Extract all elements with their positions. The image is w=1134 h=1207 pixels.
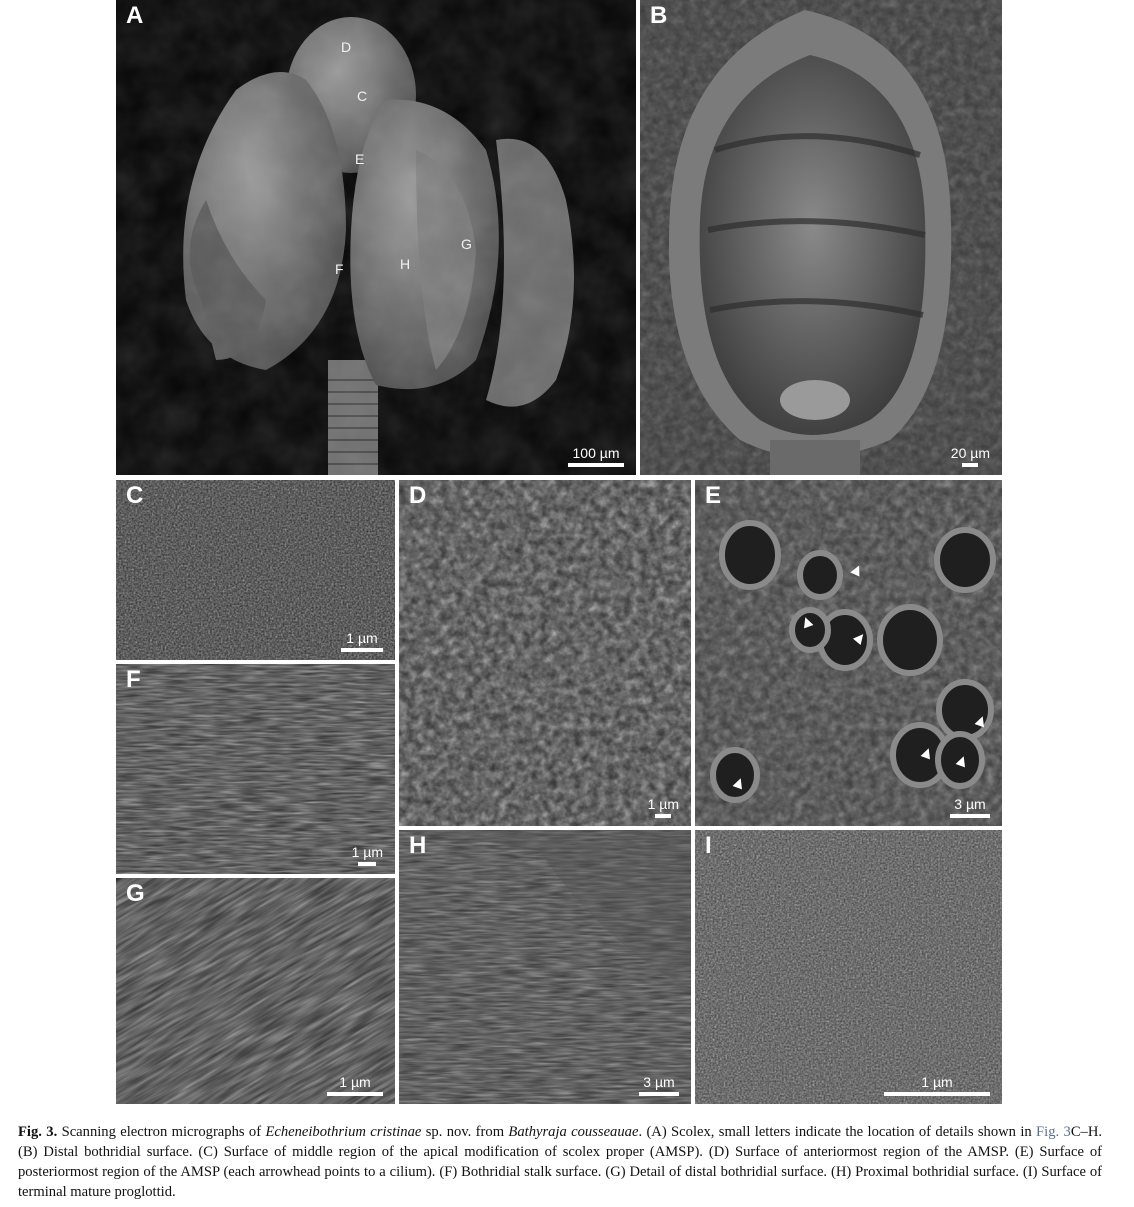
figure-reference-link[interactable]: Fig. 3 bbox=[1036, 1124, 1071, 1140]
panel-e-scale-bar bbox=[950, 796, 990, 818]
panel-e-label: E bbox=[705, 482, 722, 509]
marker-e: E bbox=[355, 151, 365, 167]
panel-d-scale-line bbox=[655, 814, 671, 818]
panel-a-scale-label: 100 µm bbox=[572, 445, 620, 461]
caption-species: Echeneibothrium cristinae bbox=[265, 1124, 422, 1140]
panel-h-scale-label: 3 µm bbox=[643, 1074, 675, 1090]
marker-d: D bbox=[341, 39, 352, 55]
panel-b-scale-line bbox=[962, 463, 978, 467]
panel-h-texture bbox=[399, 830, 691, 1104]
panel-i bbox=[695, 830, 1002, 1104]
caption-host: Bathyraja cousseauae bbox=[508, 1124, 639, 1140]
panel-i-label: I bbox=[705, 832, 712, 859]
panel-b-bothridium-image bbox=[640, 0, 1002, 475]
panel-c-scale-line bbox=[341, 648, 383, 652]
panel-a-label: A bbox=[126, 2, 144, 29]
panel-e bbox=[695, 480, 1002, 826]
panel-b-scale-label: 20 µm bbox=[950, 445, 990, 461]
panel-i-scale-bar bbox=[884, 1074, 990, 1096]
caption-text-2: sp. nov. from bbox=[421, 1124, 509, 1140]
panel-d-scale-label: 1 µm bbox=[647, 796, 679, 812]
panel-e-scale-label: 3 µm bbox=[954, 796, 986, 812]
marker-c: C bbox=[357, 88, 368, 104]
panel-f-scale-label: 1 µm bbox=[351, 844, 383, 860]
marker-h: H bbox=[400, 256, 411, 272]
panel-e-texture bbox=[695, 480, 1002, 826]
caption-text-1: Scanning electron micrographs of bbox=[57, 1124, 266, 1140]
panel-a-scale-line bbox=[568, 463, 624, 467]
panel-b bbox=[640, 0, 1002, 475]
panel-f-texture bbox=[116, 664, 395, 874]
figure-caption bbox=[18, 1122, 1102, 1202]
panel-g-scale-label: 1 µm bbox=[339, 1074, 371, 1090]
panel-a-scolex-image bbox=[116, 0, 636, 475]
caption-text-3: . (A) Scolex, small letters indicate the location of details shown in bbox=[638, 1124, 1037, 1140]
marker-f: F bbox=[335, 261, 344, 277]
panel-f-scale-line bbox=[358, 862, 376, 866]
panel-i-scale-line bbox=[884, 1092, 990, 1096]
panel-d bbox=[399, 480, 691, 826]
panel-b-label: B bbox=[650, 2, 668, 29]
panel-a bbox=[116, 0, 636, 475]
panel-h-label: H bbox=[409, 832, 427, 859]
panel-d-texture bbox=[399, 480, 691, 826]
panel-c-scale-label: 1 µm bbox=[346, 630, 378, 646]
panel-c bbox=[116, 480, 395, 660]
marker-g: G bbox=[461, 236, 472, 252]
panel-h-scale-bar bbox=[639, 1074, 679, 1096]
caption-text-4: C–H. (B) Distal bothridial surface. (C) Surface of middle region of the apical modification of scolex proper (AMSP). (D) Surface of anteriormost region of the AMSP. (E) Surface of posteriormost region of the AMSP (each arrowhead points to a cilium). (F) Bothridial stalk surface. (G) Detail of distal bothridial surface. (H) Proximal bothridial surface. (I) Surface of terminal mature proglottid. bbox=[18, 1124, 1103, 1200]
panel-a-scale-bar bbox=[568, 445, 624, 467]
panel-c-label: C bbox=[126, 482, 144, 509]
panel-c-scale-bar bbox=[341, 630, 383, 652]
figure-label: Fig. 3. bbox=[18, 1124, 58, 1140]
panel-g bbox=[116, 878, 395, 1104]
panel-g-scale-bar bbox=[327, 1074, 383, 1096]
panel-f bbox=[116, 664, 395, 874]
panel-g-label: G bbox=[126, 880, 145, 907]
panel-h bbox=[399, 830, 691, 1104]
panel-b-scale-bar bbox=[951, 445, 990, 467]
panel-h-scale-line bbox=[639, 1092, 679, 1096]
panel-i-texture bbox=[695, 830, 1002, 1104]
panel-f-scale-bar bbox=[352, 844, 383, 866]
panel-e-scale-line bbox=[950, 814, 990, 818]
panel-d-label: D bbox=[409, 482, 427, 509]
panel-i-scale-label: 1 µm bbox=[921, 1074, 953, 1090]
panel-g-texture bbox=[116, 878, 395, 1104]
panel-d-scale-bar bbox=[648, 796, 679, 818]
panel-g-scale-line bbox=[327, 1092, 383, 1096]
panel-f-label: F bbox=[126, 666, 141, 693]
